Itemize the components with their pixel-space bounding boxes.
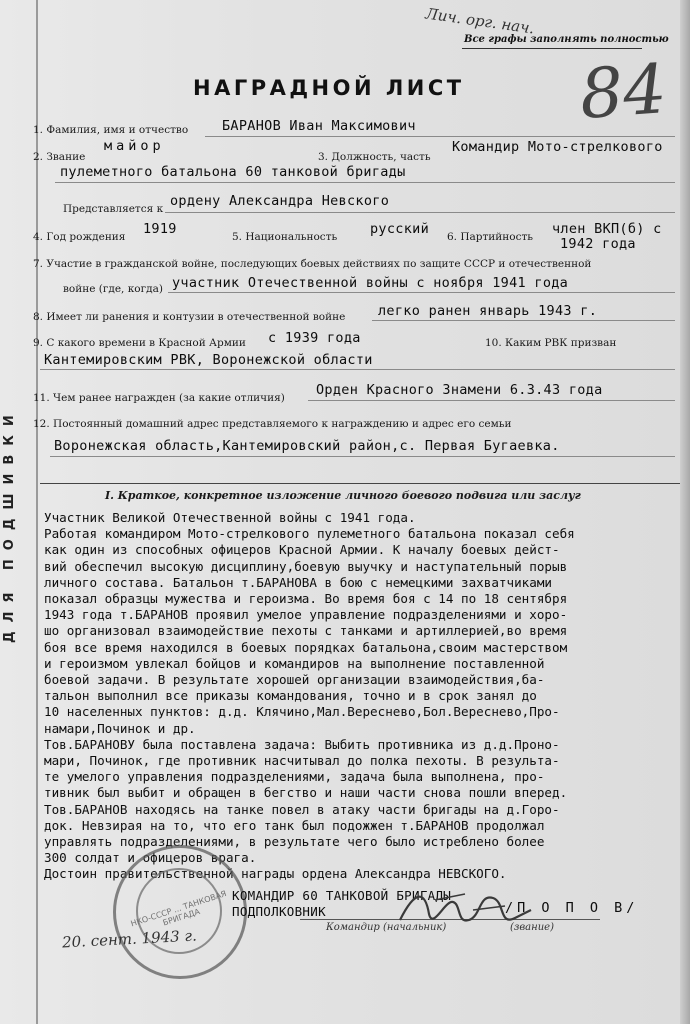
field-3-value-line-1: Командир Мото-стрелкового: [452, 139, 663, 155]
merit-text-line: тальон выполнил все приказы командования, точно и в срок занял до: [44, 688, 537, 704]
merit-text-line: боя все время находился в боевых порядках батальона,своим мастерством: [44, 639, 568, 655]
merit-text-line: шо организовал взаимодействие пехоты с танками и артиллерией,во время: [44, 623, 568, 639]
field-11-line: [308, 400, 675, 401]
merit-text-line: 1943 года т.БАРАНОВ проявил умелое управление подразделениями и хоро-: [44, 607, 568, 623]
signature-name: /П О П О В/: [505, 900, 639, 916]
merit-text-line: боевой задачи. В результате хорошей организации взаимодействия,ба-: [44, 672, 545, 688]
merit-description: [44, 510, 684, 883]
merit-text-line: Участник Великой Отечественной войны с 1941 года.: [44, 510, 416, 525]
merit-text-line: Тов.БАРАНОВ находясь на танке повел в атаку части бригады на д.Горо-: [44, 801, 560, 817]
handwritten-page-number: 84: [577, 50, 670, 135]
signature-line-2: ПОДПОЛКОВНИК: [232, 904, 326, 919]
section-heading: I. Краткое, конкретное изложение личного боевого подвига или заслуг: [105, 489, 581, 502]
field-12-label: 12. Постоянный домашний адрес представляемого к награждению и адрес его семьи: [33, 418, 512, 430]
field-5-value: русский: [370, 221, 429, 237]
recommended-label: Представляется к: [63, 203, 164, 215]
field-12-line: [50, 456, 675, 457]
field-4-label: 4. Год рождения: [33, 231, 126, 243]
field-1-label: 1. Фамилия, имя и отчество: [33, 124, 189, 136]
merit-text-line: тивник был выбит и обращен в бегство и наши части снова пошли вперед.: [44, 785, 568, 801]
merit-text-line: показал образцы мужества и героизма. Во время боя с 14 по 18 сентября: [44, 591, 568, 607]
notice-underline: [462, 48, 642, 49]
field-8-value: легко ранен январь 1943 г.: [378, 303, 598, 319]
field-6-value-line-2: 1942 года: [560, 236, 636, 252]
official-seal-text: НКО-СССР ... ТАНКОВАЯ БРИГАДА: [129, 888, 228, 929]
merit-text-line: мари, Починок, где противник насчитывал до полка пехоты. В результа-: [44, 753, 560, 769]
merit-text-line: Тов.БАРАНОВУ была поставлена задача: Выбить противника из д.д.Проно-: [44, 736, 560, 752]
merit-text-line: Достоин правительственной награды ордена Александра НЕВСКОГО.: [44, 866, 507, 882]
section-separator: [40, 483, 680, 484]
merit-text-line: намари,Починок и др.: [44, 720, 196, 736]
merit-text-line: как один из способных офицеров Красной Армии. К началу боевых дейст-: [44, 542, 560, 558]
field-5-label: 5. Национальность: [232, 231, 338, 243]
signature-caption-role: Командир (начальник): [326, 922, 447, 933]
field-10-line: [40, 369, 675, 370]
field-1-value: БАРАНОВ Иван Максимович: [222, 118, 416, 134]
field-1-line: [205, 136, 675, 137]
official-seal: [113, 845, 247, 979]
signature-line-1: КОМАНДИР 60 ТАНКОВОЙ БРИГАДЫ: [232, 888, 452, 903]
merit-text-line: док. Невзирая на то, что его танк был подожжен т.БАРАНОВ продолжал: [44, 817, 545, 833]
recommended-line: [165, 212, 675, 213]
field-11-label: 11. Чем ранее награжден (за какие отличия): [33, 392, 285, 404]
field-6-value-line-1: член ВКП(б) с: [552, 221, 662, 237]
merit-text-line: Работая командиром Мото-стрелкового пулеметного батальона показал себя: [44, 526, 575, 542]
binding-label: ДЛЯ ПОДШИВКИ: [2, 406, 17, 644]
field-4-value: 1919: [143, 221, 177, 237]
field-3-line: [55, 182, 675, 183]
merit-text-line: 300 солдат и офицеров врага.: [44, 850, 257, 866]
recommended-value: ордену Александра Невского: [170, 193, 390, 209]
merit-text-line: 10 населенных пунктов: д.д. Клячино,Мал.Вереснево,Бол.Вереснево,Про-: [44, 704, 560, 720]
handwritten-date: 20. сент. 1943 г.: [61, 926, 198, 952]
field-3-value-line-2: пулеметного батальона 60 танковой бригады: [60, 164, 406, 180]
field-7-label-line-1: 7. Участие в гражданской войне, последующих боевых действиях по защите СССР и отечественной: [33, 258, 592, 270]
handwritten-signature: [395, 880, 535, 936]
merit-text-line: те умелого управления подразделениями, задача была выполнена, про-: [44, 769, 545, 785]
field-7-label-line-2: войне (где, когда): [63, 283, 163, 295]
field-3-label: 3. Должность, часть: [318, 151, 431, 163]
field-10-label: 10. Каким РВК призван: [485, 337, 617, 349]
fill-all-notice: Все графы заполнять полностью: [464, 34, 669, 45]
field-2-label: 2. Звание: [33, 151, 86, 163]
field-11-value: Орден Красного Знамени 6.3.43 года: [316, 382, 603, 398]
signature-caption-rank: (звание): [510, 922, 554, 933]
field-6-label: 6. Партийность: [447, 231, 534, 243]
field-7-value: участник Отечественной войны с ноября 1941 года: [172, 275, 569, 291]
field-2-value: майор: [104, 138, 165, 154]
merit-text-line: личного состава. Батальон т.БАРАНОВА в бою с немецкими захватчиками: [44, 574, 552, 590]
merit-text-line: управлять подразделениями, в результате чего было истреблено более: [44, 834, 545, 850]
field-9-label: 9. С какого времени в Красной Армии: [33, 337, 246, 349]
field-8-label: 8. Имеет ли ранения и контузии в отечественной войне: [33, 311, 346, 323]
field-8-line: [372, 320, 675, 321]
handwritten-top-note: Лич. орг. нач.: [424, 4, 536, 38]
document-title: НАГРАДНОЙ ЛИСТ: [193, 76, 465, 100]
merit-text-line: вий обеспечил высокую дисциплину,боевую выучку и наступательный порыв: [44, 558, 568, 574]
field-7-line: [168, 292, 675, 293]
field-9-value: с 1939 года: [268, 330, 361, 346]
field-10-value: Кантемировским РВК, Воронежской области: [44, 352, 373, 368]
merit-text-line: и героизмом увлекал бойцов и командиров на выполнение поставленной: [44, 655, 545, 671]
field-12-value: Воронежская область,Кантемировский район,с. Первая Бугаевка.: [54, 438, 560, 454]
